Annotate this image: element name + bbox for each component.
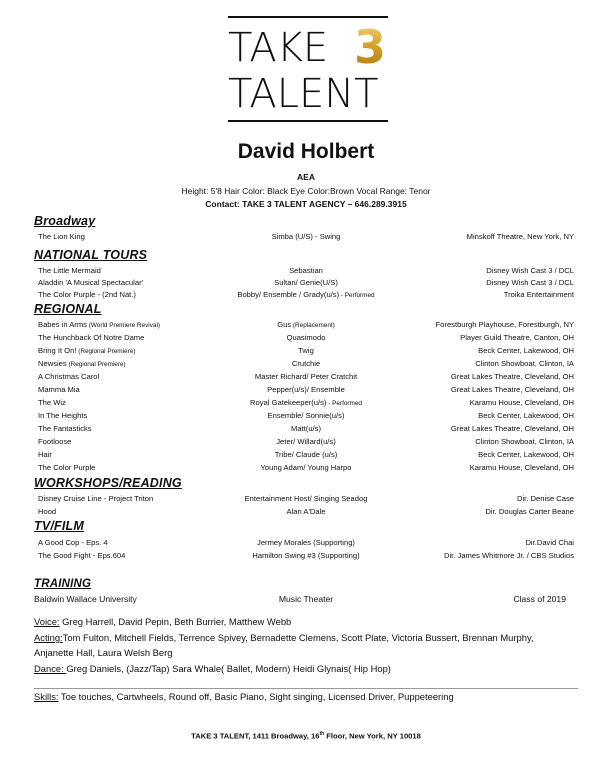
- training-row: [0, 594, 612, 608]
- logo-number: 3: [353, 20, 386, 74]
- credit-row: [0, 359, 612, 371]
- credit-role: Twig: [298, 346, 314, 355]
- credit-venue: Forestburgh Playhouse, Forestburgh, NY: [435, 320, 574, 329]
- acting-teachers-continued: Anjanette Hall, Laura Welsh Berg: [34, 647, 173, 658]
- acting-label: Acting:: [34, 632, 63, 643]
- credit-role-note: - Performed: [339, 292, 375, 299]
- credit-show: Aladdin 'A Musical Spectacular': [38, 278, 144, 287]
- credit-role: Jeter/ Willard(u/s): [276, 437, 336, 446]
- credit-role: [277, 320, 335, 329]
- credit-row: [0, 278, 612, 290]
- credit-venue: Minskoff Theatre, New York, NY: [466, 232, 574, 241]
- section-training: TRAINING: [34, 578, 92, 590]
- credit-show: The Good Fight - Eps.604: [38, 551, 126, 560]
- voice-label: Voice:: [34, 616, 60, 627]
- credit-show: The Fantasticks: [38, 424, 92, 433]
- training-school: Baldwin Wallace University: [34, 594, 137, 604]
- section-tv-film: TV/FILM: [34, 519, 85, 533]
- skills-list: Toe touches, Cartwheels, Round off, Basic Piano, Sight singing, Licensed Driver, Puppeteering: [58, 691, 454, 702]
- section-broadway: Broadway: [34, 214, 96, 228]
- credit-row: [0, 385, 612, 397]
- credit-row: [0, 450, 612, 462]
- credit-role: Ensemble/ Sonnie(u/s): [267, 411, 345, 420]
- credit-role: Jermey Morales (Supporting): [257, 538, 355, 547]
- credit-role: Pepper(u/s)/ Ensemble: [267, 385, 345, 394]
- credit-venue: Player Guild Theatre, Canton, OH: [460, 333, 574, 342]
- credit-venue: Clinton Showboat, Clinton, IA: [475, 359, 574, 368]
- credit-row: [0, 551, 612, 563]
- credit-show-note: (Regional Premiere): [66, 361, 126, 368]
- logo-word-take: TAKE: [228, 25, 329, 71]
- credit-show: [38, 346, 135, 355]
- section-national-tours: NATIONAL TOURS: [34, 248, 148, 262]
- credit-show: In The Heights: [38, 411, 88, 420]
- credit-role: Matt(u/s): [291, 424, 321, 433]
- credit-row: [0, 494, 612, 506]
- credit-role: Sebastian: [289, 266, 323, 275]
- section-regional: REGIONAL: [34, 302, 102, 316]
- credit-show: Footloose: [38, 437, 72, 446]
- credit-show: Hair: [38, 450, 52, 459]
- credit-show: The Lion King: [38, 232, 85, 241]
- credit-venue: Troika Entertainment: [503, 290, 574, 299]
- logo-top-rule: [228, 16, 388, 18]
- divider: [34, 688, 578, 689]
- dance-label: Dance:: [34, 663, 67, 674]
- credit-role-text: Bobby/ Ensemble / Grady(u/s): [237, 290, 340, 299]
- credit-venue: Disney Wish Cast 3 / DCL: [486, 266, 574, 275]
- logo-word-talent: TALENT: [228, 71, 379, 117]
- credit-venue: Great Lakes Theatre, Cleveland, OH: [450, 424, 574, 433]
- credit-row: [0, 372, 612, 384]
- credit-role-text: Royal Gatekeeper(u/s): [250, 398, 327, 407]
- credit-venue: Karamu House, Cleveland, OH: [469, 463, 574, 472]
- agency-contact: Contact: TAKE 3 TALENT AGENCY – 646.289.3915: [205, 199, 407, 209]
- credit-row: [0, 538, 612, 550]
- skills-label: Skills:: [34, 691, 59, 702]
- credit-role-text: Gus: [277, 320, 292, 329]
- logo-bottom-rule: [228, 120, 388, 122]
- footer-address-post: Floor, New York, NY 10018: [324, 731, 421, 741]
- performer-name: David Holbert: [237, 140, 375, 163]
- credit-row: [0, 266, 612, 278]
- credit-show: [38, 359, 126, 368]
- agency-address-footer: [0, 731, 612, 741]
- credit-row: [0, 463, 612, 475]
- acting-list: Tom Fulton, Mitchell Fields, Terrence Spivey, Bernadette Clemens, Scott Plate, Victoria Bussert, Brennan Murphy,: [62, 632, 534, 643]
- credit-show: The Little Mermaid: [38, 266, 101, 275]
- training-program: Music Theater: [278, 594, 334, 604]
- credit-show: The Wiz: [38, 398, 66, 407]
- credit-role: Young Adam/ Young Harpo: [260, 463, 352, 472]
- credit-show: A Christmas Carol: [38, 372, 100, 381]
- credit-row: [0, 411, 612, 423]
- training-year: Class of 2019: [513, 594, 566, 604]
- credit-show: [38, 320, 160, 329]
- credit-venue: Clinton Showboat, Clinton, IA: [475, 437, 574, 446]
- section-workshops: WORKSHOPS/READING: [34, 476, 182, 490]
- credit-venue: Great Lakes Theatre, Cleveland, OH: [450, 372, 574, 381]
- footer-address-pre: TAKE 3 TALENT, 1411 Broadway, 16: [191, 731, 320, 741]
- credit-show: The Color Purple: [38, 463, 96, 472]
- credit-role: Entertainment Host/ Singing Seadog: [244, 494, 368, 503]
- credit-show: The Color Purple - (2nd Nat.): [38, 290, 136, 299]
- credit-row: [0, 333, 612, 345]
- credit-venue: Beck Center, Lakewood, OH: [478, 450, 574, 459]
- credit-venue: Dir. James Whitmore Jr. / CBS Studios: [444, 551, 574, 560]
- credit-show-text: Newsies: [38, 359, 67, 368]
- credit-venue: Dir. Denise Case: [517, 494, 574, 503]
- credit-venue: Great Lakes Theatre, Cleveland, OH: [450, 385, 574, 394]
- credit-venue: Disney Wish Cast 3 / DCL: [486, 278, 574, 287]
- credit-show-text: Babes in Arms: [38, 320, 87, 329]
- credit-row: [0, 232, 612, 244]
- skills: [34, 691, 454, 702]
- credit-role: Alan A'Dale: [286, 507, 326, 516]
- credit-venue: Beck Center, Lakewood, OH: [478, 411, 574, 420]
- take3-talent-logo: [228, 16, 388, 124]
- credit-show: Mamma Mia: [38, 385, 80, 394]
- credit-row: [0, 290, 612, 302]
- dance-list: Greg Daniels, (Jazz/Tap) Sara Whale( Ballet, Modern) Heidi Glynais( Hip Hop): [66, 663, 391, 674]
- credit-role-note: (Replacement): [291, 322, 335, 329]
- credit-show: Hood: [38, 507, 57, 516]
- credit-row: [0, 346, 612, 358]
- credit-row: [0, 424, 612, 436]
- credit-venue: Beck Center, Lakewood, OH: [478, 346, 574, 355]
- voice-teachers: [34, 616, 291, 627]
- credit-role: Tribe/ Claude (u/s): [274, 450, 338, 459]
- credit-show-note: (Regional Premiere): [76, 348, 136, 355]
- credit-role: Simba (U/S) - Swing: [271, 232, 341, 241]
- credit-show: A Good Cop - Eps. 4: [38, 538, 108, 547]
- credit-show-text: Bring It On!: [38, 346, 77, 355]
- credit-show: The Hunchback Of Notre Dame: [38, 333, 145, 342]
- credit-role: Master Richard/ Peter Cratchit: [254, 372, 358, 381]
- footer-address-sup: th: [319, 731, 325, 737]
- voice-list: Greg Harrell, David Pepin, Beth Burrier, Matthew Webb: [59, 616, 292, 627]
- credit-show: Disney Cruise Line - Project Triton: [38, 494, 154, 503]
- acting-teachers: [34, 632, 534, 643]
- credit-venue: Dir. Douglas Carter Beane: [485, 507, 574, 516]
- credit-row: [0, 437, 612, 449]
- union-affiliation: AEA: [297, 172, 315, 182]
- credit-role: [250, 398, 362, 407]
- credit-role: [237, 290, 374, 299]
- dance-teachers: [34, 663, 391, 674]
- credit-role-note: - Performed: [326, 400, 362, 407]
- credit-role: Quasimodo: [286, 333, 326, 342]
- credit-row: [0, 320, 612, 332]
- credit-role: Hamilton Swing #3 (Supporting): [252, 551, 360, 560]
- physical-stats: Height: 5'8 Hair Color: Black Eye Color:Brown Vocal Range: Tenor: [181, 186, 431, 196]
- credit-role: Sultan/ Genie(U/S): [274, 278, 338, 287]
- credit-venue: Dir.David Chai: [525, 538, 574, 547]
- credit-show-note: (World Premiere Revival): [86, 322, 161, 329]
- credit-row: [0, 507, 612, 519]
- credit-role: Crutchie: [291, 359, 321, 368]
- credit-venue: Karamu House, Cleveland, OH: [469, 398, 574, 407]
- credit-row: [0, 398, 612, 410]
